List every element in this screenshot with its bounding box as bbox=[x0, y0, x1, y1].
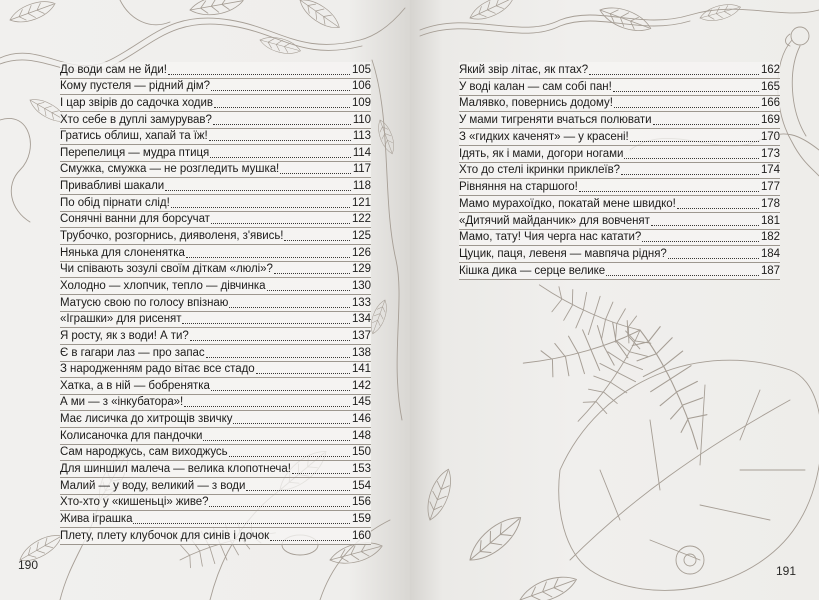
toc-entry bbox=[60, 461, 371, 478]
toc-entry bbox=[60, 411, 371, 428]
toc-entry bbox=[60, 129, 371, 146]
toc-entry-title: З народженням радо вітає все стадо bbox=[60, 363, 255, 376]
toc-entry-page-number: 150 bbox=[351, 446, 371, 459]
toc-entry-title: І цар звірів до садочка ходив bbox=[60, 96, 213, 109]
toc-entry bbox=[459, 112, 780, 129]
toc-entry-page-number: 114 bbox=[352, 146, 371, 159]
toc-entry-title: У воді калан — сам собі пан! bbox=[459, 80, 612, 93]
toc-entry-title: Холодно — хлопчик, тепло — дівчинка bbox=[60, 279, 266, 292]
dot-leader bbox=[246, 489, 350, 491]
toc-entry bbox=[60, 195, 371, 212]
toc-entry-page-number: 184 bbox=[760, 248, 780, 260]
dot-leader bbox=[184, 405, 350, 407]
toc-entry-page-number: 166 bbox=[760, 97, 780, 110]
page-number-left: 190 bbox=[18, 558, 39, 572]
toc-entry-title: Рівняння на старшого! bbox=[459, 181, 578, 193]
toc-entry-page-number: 106 bbox=[351, 80, 371, 93]
dot-leader bbox=[284, 239, 350, 241]
toc-entry bbox=[60, 362, 371, 379]
toc-entry-page-number: 113 bbox=[352, 130, 371, 143]
toc-entry-title: Колисаночка для пандочки bbox=[60, 429, 203, 442]
palm-frond-illustration bbox=[520, 275, 729, 455]
dot-leader bbox=[210, 156, 351, 158]
toc-entry bbox=[60, 478, 371, 495]
toc-entry-page-number: 138 bbox=[351, 346, 371, 359]
toc-entry bbox=[459, 62, 780, 79]
toc-entry-title: Малий — у воду, великий — з води bbox=[60, 479, 246, 492]
dot-leader bbox=[624, 157, 759, 159]
toc-entry bbox=[60, 95, 371, 112]
toc-entry-page-number: 137 bbox=[351, 329, 371, 342]
toc-entry-page-number: 156 bbox=[351, 496, 371, 509]
toc-entry-page-number: 177 bbox=[760, 181, 780, 193]
toc-entry bbox=[60, 378, 371, 395]
dot-leader bbox=[651, 224, 759, 226]
toc-entry-title: Кому пустеля — рідний дім? bbox=[60, 80, 210, 93]
toc-entry-page-number: 125 bbox=[351, 230, 371, 243]
toc-entry-title: Смужка, смужка — не розгледить мушка! bbox=[60, 163, 280, 176]
dot-leader bbox=[653, 123, 759, 125]
dot-leader bbox=[211, 89, 350, 91]
toc-entry-title: «Дитячий майданчик» для вовченят bbox=[459, 214, 650, 227]
toc-entry bbox=[60, 178, 371, 195]
toc-entry-page-number: 165 bbox=[760, 80, 780, 93]
toc-entry-title: Ідять, як і мами, догори ногами bbox=[459, 147, 624, 160]
toc-entry bbox=[459, 96, 780, 113]
dot-leader bbox=[209, 139, 351, 141]
dot-leader bbox=[613, 90, 759, 92]
toc-entry-page-number: 162 bbox=[760, 63, 780, 76]
toc-entry-page-number: 182 bbox=[760, 231, 780, 244]
toc-entry-title: Цуцик, паця, левеня — мавпяча рідня? bbox=[459, 248, 667, 260]
toc-entry-title: Має лисичка до хитрощів звичку bbox=[60, 413, 233, 426]
toc-entry bbox=[60, 528, 371, 545]
toc-entry bbox=[459, 246, 780, 263]
toc-entry-title: Матусю свою по голосу впізнаю bbox=[60, 296, 229, 309]
toc-entry-title: Для шиншил малеча — велика клопотнеча! bbox=[60, 463, 291, 476]
toc-entry bbox=[60, 112, 371, 129]
toc-entry bbox=[459, 163, 780, 180]
toc-entry-page-number: 153 bbox=[351, 463, 371, 476]
dot-leader bbox=[211, 389, 350, 391]
toc-entry-title: Трубочко, розгорнись, дияволеня, з'явись! bbox=[60, 230, 284, 243]
toc-entry bbox=[60, 345, 371, 362]
dot-leader bbox=[182, 322, 350, 324]
toc-entry-page-number: 154 bbox=[351, 479, 371, 492]
toc-entry bbox=[60, 162, 371, 179]
dot-leader bbox=[214, 106, 350, 108]
dot-leader bbox=[280, 172, 351, 174]
toc-entry bbox=[60, 228, 371, 245]
toc-entry-page-number: 173 bbox=[760, 147, 780, 160]
toc-entry-page-number: 110 bbox=[352, 113, 371, 126]
dot-leader bbox=[171, 206, 350, 208]
dot-leader bbox=[589, 73, 759, 75]
toc-entry-title: По обід пірнати слід! bbox=[60, 196, 170, 209]
dot-leader bbox=[233, 422, 350, 424]
toc-entry-page-number: 187 bbox=[760, 264, 780, 277]
toc-entry bbox=[60, 262, 371, 279]
toc-entry-page-number: 178 bbox=[760, 197, 780, 210]
toc-entry-page-number: 133 bbox=[351, 296, 371, 309]
toc-entry bbox=[60, 295, 371, 312]
table-of-contents-left bbox=[60, 62, 371, 545]
toc-entry-title: Хто себе в дуплі замурував? bbox=[60, 113, 212, 126]
toc-entry bbox=[60, 79, 371, 96]
toc-entry bbox=[60, 395, 371, 412]
toc-entry-title: А ми — з «інкубатора»! bbox=[60, 396, 184, 409]
toc-entry-title: Жива іграшка bbox=[60, 512, 133, 525]
dot-leader bbox=[606, 274, 759, 276]
toc-entry-title: Кішка дика — серце велике bbox=[459, 264, 606, 277]
dot-leader bbox=[190, 339, 350, 341]
dot-leader bbox=[165, 189, 351, 191]
dot-leader bbox=[206, 356, 350, 358]
dot-leader bbox=[292, 472, 350, 474]
toc-entry bbox=[60, 62, 371, 79]
toc-entry-title: Я росту, як з води! А ти? bbox=[60, 329, 189, 342]
dot-leader bbox=[211, 222, 350, 224]
toc-entry-title: Привабливі шакали bbox=[60, 180, 165, 193]
toc-entry bbox=[459, 146, 780, 163]
toc-entry bbox=[60, 212, 371, 229]
toc-entry bbox=[60, 278, 371, 295]
toc-entry bbox=[60, 328, 371, 345]
toc-entry bbox=[459, 129, 780, 146]
toc-entry bbox=[459, 213, 780, 230]
page-number-right: 191 bbox=[776, 564, 797, 578]
toc-entry-page-number: 122 bbox=[351, 213, 371, 226]
toc-entry-title: Хто-хто у «кишеньці» живе? bbox=[60, 496, 209, 509]
toc-entry-page-number: 169 bbox=[760, 114, 780, 126]
toc-entry-title: У мами тигреняти вчаться полювати bbox=[459, 114, 652, 126]
toc-entry-title: До води сам не йди! bbox=[60, 63, 167, 76]
dot-leader bbox=[229, 455, 350, 457]
dot-leader bbox=[209, 505, 349, 507]
toc-entry bbox=[60, 495, 371, 512]
toc-entry-title: Плету, плету клубочок для синів і дочок bbox=[60, 529, 270, 542]
toc-entry bbox=[459, 263, 780, 280]
dot-leader bbox=[186, 256, 350, 258]
toc-entry bbox=[459, 179, 780, 196]
dot-leader bbox=[677, 207, 759, 209]
dot-leader bbox=[203, 439, 350, 441]
toc-entry-page-number: 170 bbox=[760, 130, 780, 143]
toc-entry-page-number: 160 bbox=[351, 529, 371, 542]
toc-entry-title: Гратись облиш, хапай та їж! bbox=[60, 130, 208, 143]
dot-leader bbox=[213, 123, 351, 125]
toc-entry bbox=[60, 511, 371, 528]
monstera-leaf-illustration bbox=[422, 360, 819, 600]
dot-leader bbox=[579, 190, 759, 192]
table-of-contents-right bbox=[459, 62, 780, 280]
toc-entry-page-number: 121 bbox=[351, 196, 371, 209]
toc-entry-title: Нянька для слоненятка bbox=[60, 246, 185, 259]
toc-entry-title: Сонячні ванни для борсучат bbox=[60, 213, 210, 226]
toc-entry-title: Є в гагари лаз — про запас bbox=[60, 346, 205, 359]
toc-entry-title: Сам народжусь, сам виходжусь bbox=[60, 446, 228, 459]
toc-entry-title: Який звір літає, як птах? bbox=[459, 63, 589, 76]
toc-entry-page-number: 130 bbox=[351, 279, 371, 292]
dot-leader bbox=[274, 272, 350, 274]
dot-leader bbox=[614, 106, 759, 108]
dot-leader bbox=[168, 73, 350, 75]
toc-entry-page-number: 126 bbox=[351, 246, 371, 259]
dot-leader bbox=[270, 539, 350, 541]
toc-entry bbox=[60, 428, 371, 445]
dot-leader bbox=[668, 257, 759, 259]
parrot-illustration bbox=[778, 27, 819, 176]
toc-entry-page-number: 145 bbox=[351, 396, 371, 409]
toc-entry-title: Мамо мурахоїдко, покатай мене швидко! bbox=[459, 197, 676, 210]
dot-leader bbox=[229, 306, 350, 308]
toc-entry-title: Хатка, а в ній — бобренятка bbox=[60, 379, 210, 392]
toc-entry-page-number: 146 bbox=[351, 413, 371, 426]
toc-entry bbox=[60, 312, 371, 329]
toc-entry-title: З «гидких каченят» — у красені! bbox=[459, 130, 629, 143]
toc-entry bbox=[459, 79, 780, 96]
toc-entry-page-number: 118 bbox=[352, 180, 371, 193]
toc-entry-title: «Іграшки» для рисенят bbox=[60, 313, 182, 326]
toc-entry-title: Перепелиця — мудра птиця bbox=[60, 146, 210, 159]
dot-leader bbox=[133, 522, 349, 524]
toc-entry-title: Мамо, тату! Чия черга нас катати? bbox=[459, 231, 642, 244]
dot-leader bbox=[621, 173, 759, 175]
toc-entry-page-number: 174 bbox=[760, 164, 780, 177]
toc-entry-page-number: 105 bbox=[351, 63, 371, 76]
toc-entry bbox=[60, 245, 371, 262]
dot-leader bbox=[267, 289, 350, 291]
toc-entry-page-number: 142 bbox=[351, 379, 371, 392]
toc-entry-title: Малявко, повернись додому! bbox=[459, 97, 613, 110]
toc-entry-page-number: 159 bbox=[351, 512, 371, 525]
toc-entry bbox=[459, 196, 780, 213]
toc-entry-page-number: 117 bbox=[352, 163, 371, 176]
dot-leader bbox=[642, 240, 759, 242]
toc-entry-page-number: 141 bbox=[351, 363, 371, 376]
toc-entry-page-number: 109 bbox=[351, 96, 371, 109]
toc-entry-page-number: 134 bbox=[351, 313, 371, 326]
dot-leader bbox=[630, 140, 759, 142]
toc-entry-title: Чи співають зозулі своїм діткам «люлі»? bbox=[60, 263, 273, 276]
toc-entry-page-number: 181 bbox=[760, 214, 780, 227]
toc-entry bbox=[459, 230, 780, 247]
toc-entry-page-number: 148 bbox=[351, 429, 371, 442]
toc-entry-page-number: 129 bbox=[351, 263, 371, 276]
dot-leader bbox=[256, 372, 350, 374]
toc-entry-title: Хто до стелі ікринки приклеїв? bbox=[459, 164, 620, 177]
toc-entry bbox=[60, 445, 371, 462]
toc-entry bbox=[60, 145, 371, 162]
